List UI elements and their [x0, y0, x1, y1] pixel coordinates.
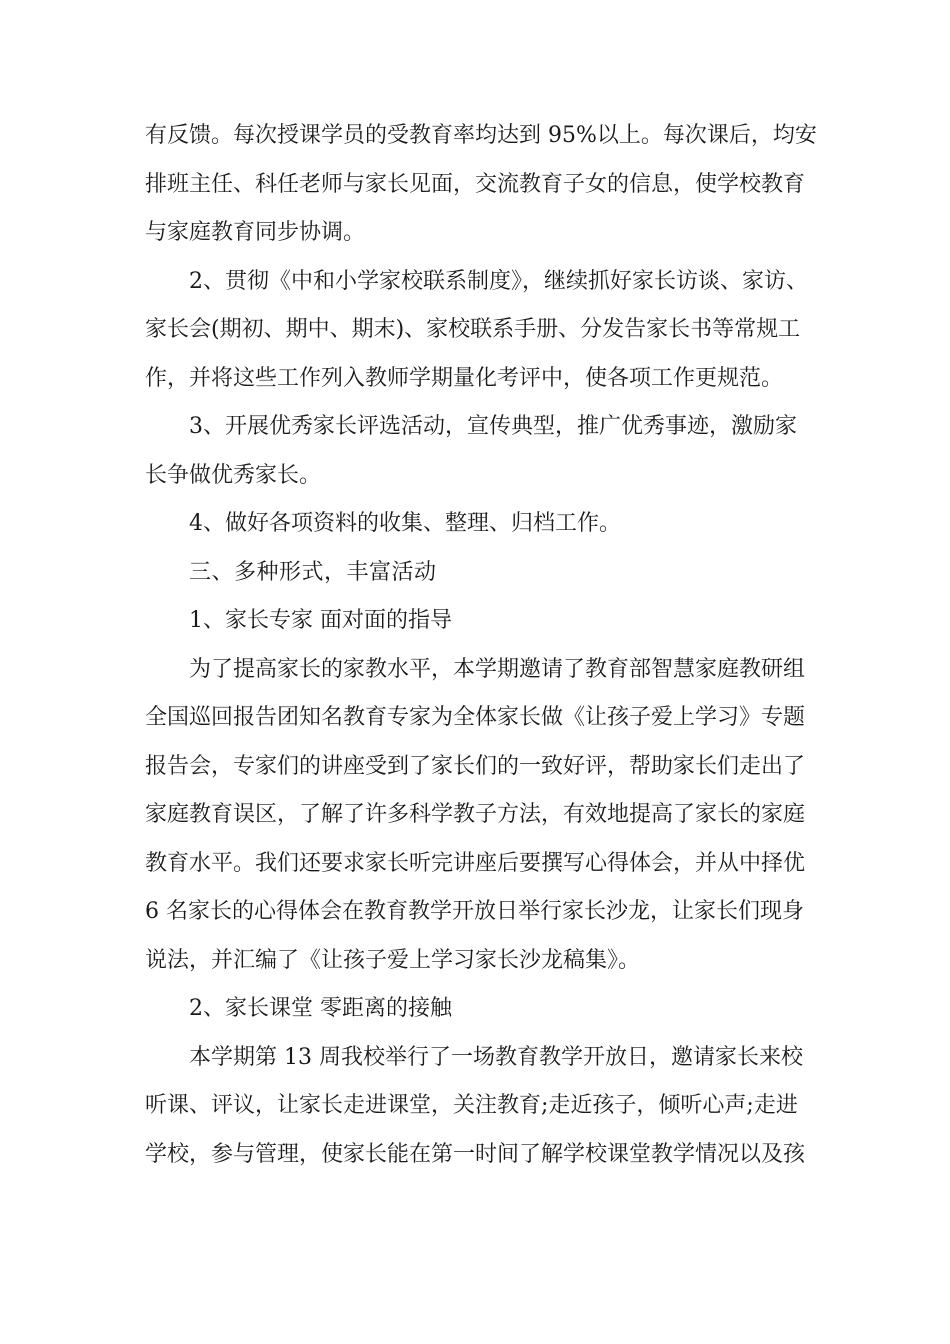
text-line: 家长会(期初、期中、期末)、家校联系手册、分发告家长书等常规工: [145, 317, 801, 342]
text-line: 学校，参与管理，使家长能在第一时间了解学校课堂教学情况以及孩: [145, 1141, 806, 1167]
text-line: 有反馈。每次授课学员的受教育率均达到 95%以上。每次课后，均安: [145, 123, 817, 148]
text-line: 排班主任、科任老师与家长见面，交流教育子女的信息，使学校教育: [145, 171, 806, 197]
text-line: 听课、评议，让家长走进课堂，关注教育;走近孩子，倾听心声;走进: [145, 1093, 798, 1118]
text-line: 2、贯彻《中和小学家校联系制度》，继续抓好家长访谈、家访、: [189, 268, 808, 294]
text-line: 作，并将这些工作列入教师学期量化考评中，使各项工作更规范。: [145, 365, 784, 391]
text-line: 教育水平。我们还要求家长听完讲座后要撰写心得体会，并从中择优: [145, 850, 806, 876]
text-line: 为了提高家长的家教水平，本学期邀请了教育部智慧家庭教研组: [189, 656, 806, 682]
text-line: 家庭教育误区，了解了许多科学教子方法，有效地提高了家长的家庭: [145, 802, 806, 827]
text-line: 4、做好各项资料的收集、整理、归档工作。: [189, 511, 621, 536]
document-body: [145, 112, 817, 1179]
text-line: 与家庭教育同步协调。: [145, 220, 366, 245]
text-line: 本学期第 13 周我校举行了一场教育教学开放日，邀请家长来校: [189, 1044, 803, 1070]
subsection-heading: 2、家长课堂 零距离的接触: [189, 996, 452, 1021]
text-line: 全国巡回报告团知名教育专家为全体家长做《让孩子爱上学习》专题: [145, 705, 806, 730]
subsection-heading: 1、家长专家 面对面的指导: [189, 608, 452, 633]
text-line: 长争做优秀家长。: [145, 462, 322, 488]
text-line: 说法，并汇编了《让孩子爱上学习家长沙龙稿集》。: [145, 947, 641, 973]
text-line: 报告会，专家们的讲座受到了家长们的一致好评，帮助家长们走出了: [145, 753, 806, 779]
section-heading: 三、多种形式，丰富活动: [189, 559, 437, 585]
text-line: 3、开展优秀家长评选活动，宣传典型，推广优秀事迹，激励家: [189, 414, 797, 439]
text-line: 6 名家长的心得体会在教育教学开放日举行家长沙龙，让家长们现身: [145, 899, 804, 924]
